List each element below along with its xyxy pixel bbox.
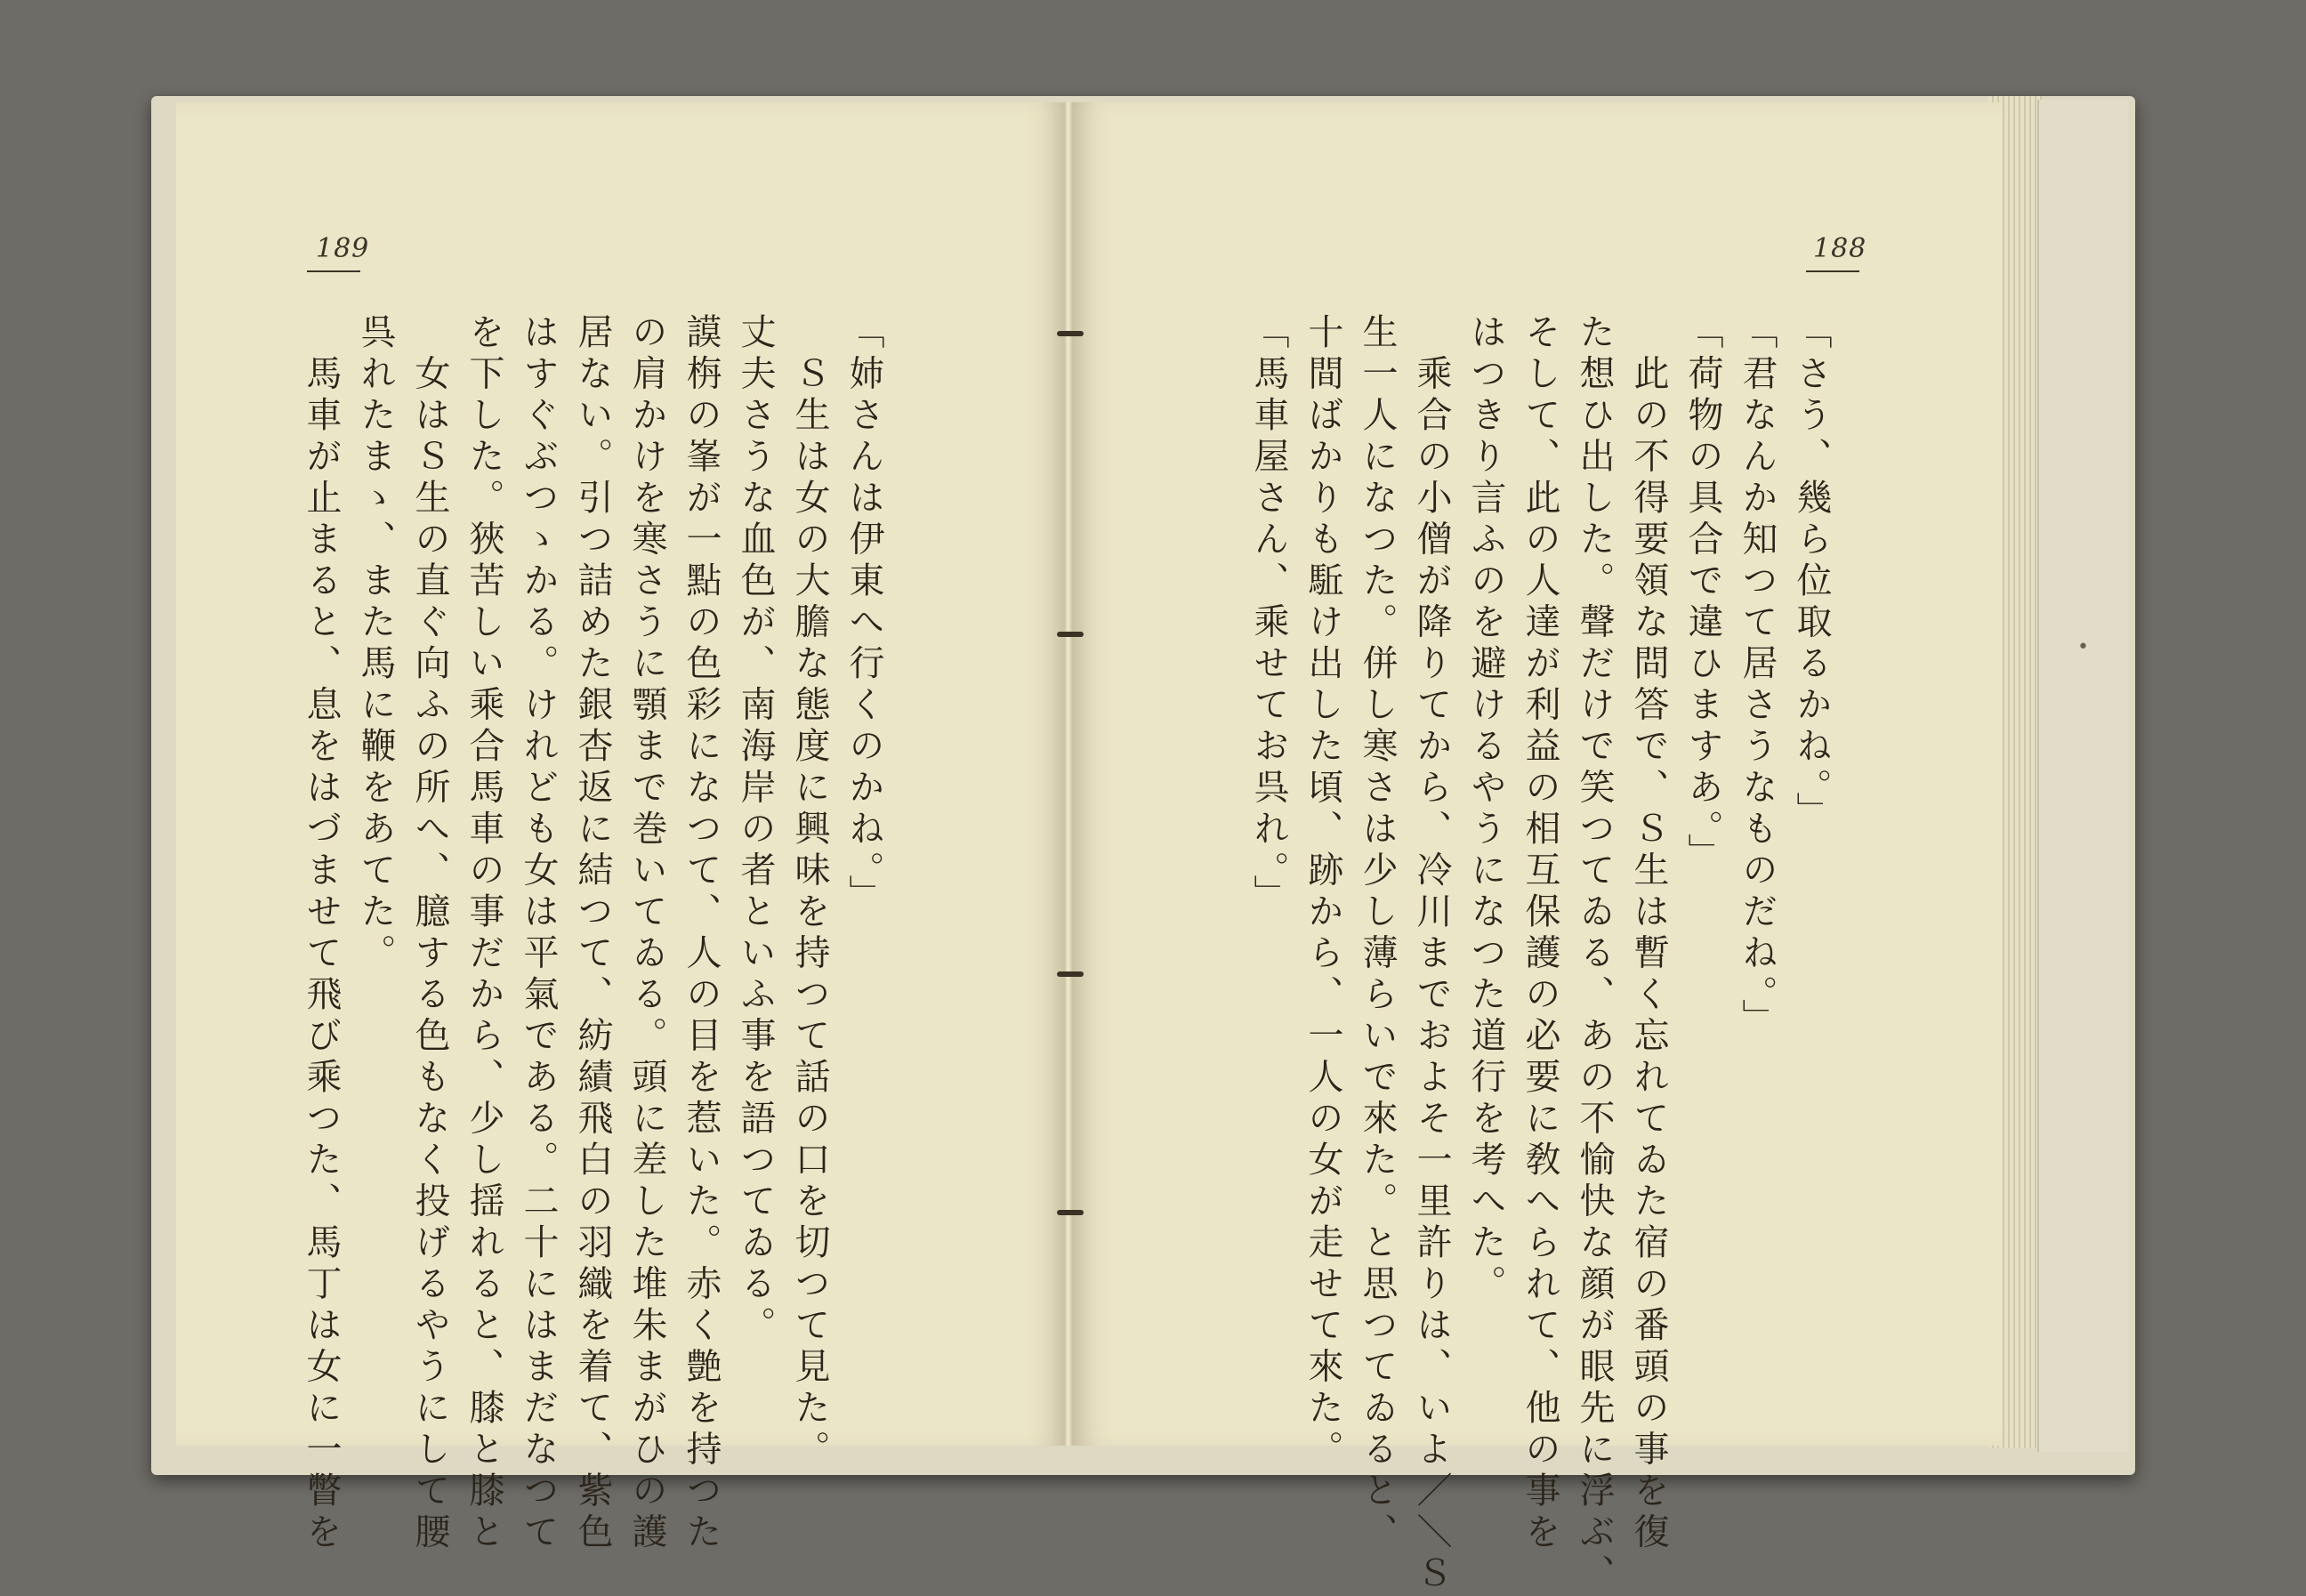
text-line: 呉れたまゝ、また馬に鞭をあてた。 bbox=[355, 313, 396, 975]
text-line: Ｓ生は女の大膽な態度に興味を持つて話の口を切つて見た。 bbox=[789, 313, 830, 1471]
text-line: 「荷物の具合で違ひますあ。」 bbox=[1682, 313, 1723, 875]
text-line: はつきり言ふのを避けるやうになつた道行を考へた。 bbox=[1465, 313, 1506, 1306]
text-line: た想ひ出した。聲だけで笑つてゐる、あの不愉快な顔が眼先に浮ぶ、 bbox=[1574, 313, 1615, 1596]
right-page-number: 188 bbox=[1813, 233, 1867, 264]
book-gutter bbox=[1064, 102, 1073, 1446]
text-line: 乘合の小僧が降りてから、冷川までおよそ一里許りは、いよ／＼Ｓ bbox=[1411, 313, 1452, 1596]
right-page-number-rule bbox=[1806, 270, 1859, 272]
text-line: そして、此の人達が利益の相互保護の必要に敎へられて、他の事を bbox=[1520, 313, 1560, 1554]
left-page-number: 189 bbox=[316, 233, 370, 264]
text-line: 十間ばかりも駈け出した頃、跡から、一人の女が走せて來た。 bbox=[1302, 313, 1343, 1471]
text-line: 「馬車屋さん、乘せてお呉れ。」 bbox=[1248, 313, 1289, 916]
binding-stitch bbox=[1057, 632, 1084, 637]
text-line: 居ない。引つ詰めた銀杏返に結つて、紡績飛白の羽織を着て、紫色 bbox=[572, 313, 613, 1554]
text-line: 丈夫さうな血色が、南海岸の者といふ事を語つてゐる。 bbox=[735, 313, 776, 1348]
text-line: はすぐぶつゝかる。けれども女は平氣である。二十にはまだなつて bbox=[518, 313, 559, 1554]
back-cover-flap bbox=[2037, 100, 2128, 1452]
text-line: 女はＳ生の直ぐ向ふの所へ、臆する色もなく投げるやうにして腰 bbox=[409, 313, 450, 1554]
binding-stitch bbox=[1057, 971, 1084, 977]
text-line: 謨栴の峯が一點の色彩になつて、人の目を惹いた。赤く艶を持つた bbox=[681, 313, 722, 1554]
text-line: 「さう、幾ら位取るかね。」 bbox=[1791, 313, 1832, 834]
text-line: を下した。狹苦しい乘合馬車の事だから、少し揺れると、膝と膝と bbox=[464, 313, 504, 1554]
right-page-text bbox=[1241, 313, 1838, 1596]
text-line: 「姉さんは伊東へ行くのかね。」 bbox=[843, 313, 884, 916]
text-line: 此の不得要領な問答で、Ｓ生は暫く忘れてゐた宿の番頭の事を復 bbox=[1628, 313, 1669, 1554]
left-page-number-rule bbox=[307, 270, 360, 272]
text-line: 馬車が止まると、息をはづませて飛び乘つた、馬丁は女に一瞥を bbox=[301, 313, 342, 1554]
page-edge-mark: • bbox=[2077, 636, 2089, 658]
text-line: 「君なんか知つて居さうなものだね。」 bbox=[1737, 313, 1778, 1040]
text-line: の肩かけを寒さうに顎まで巻いてゐる。頭に差した堆朱まがひの護 bbox=[626, 313, 667, 1554]
binding-stitch bbox=[1057, 1210, 1084, 1215]
binding-stitch bbox=[1057, 331, 1084, 336]
text-line: 生一人になつた。併し寒さは少し薄らいで來た。と思つてゐると、 bbox=[1357, 313, 1398, 1554]
left-page-text bbox=[294, 313, 891, 1554]
